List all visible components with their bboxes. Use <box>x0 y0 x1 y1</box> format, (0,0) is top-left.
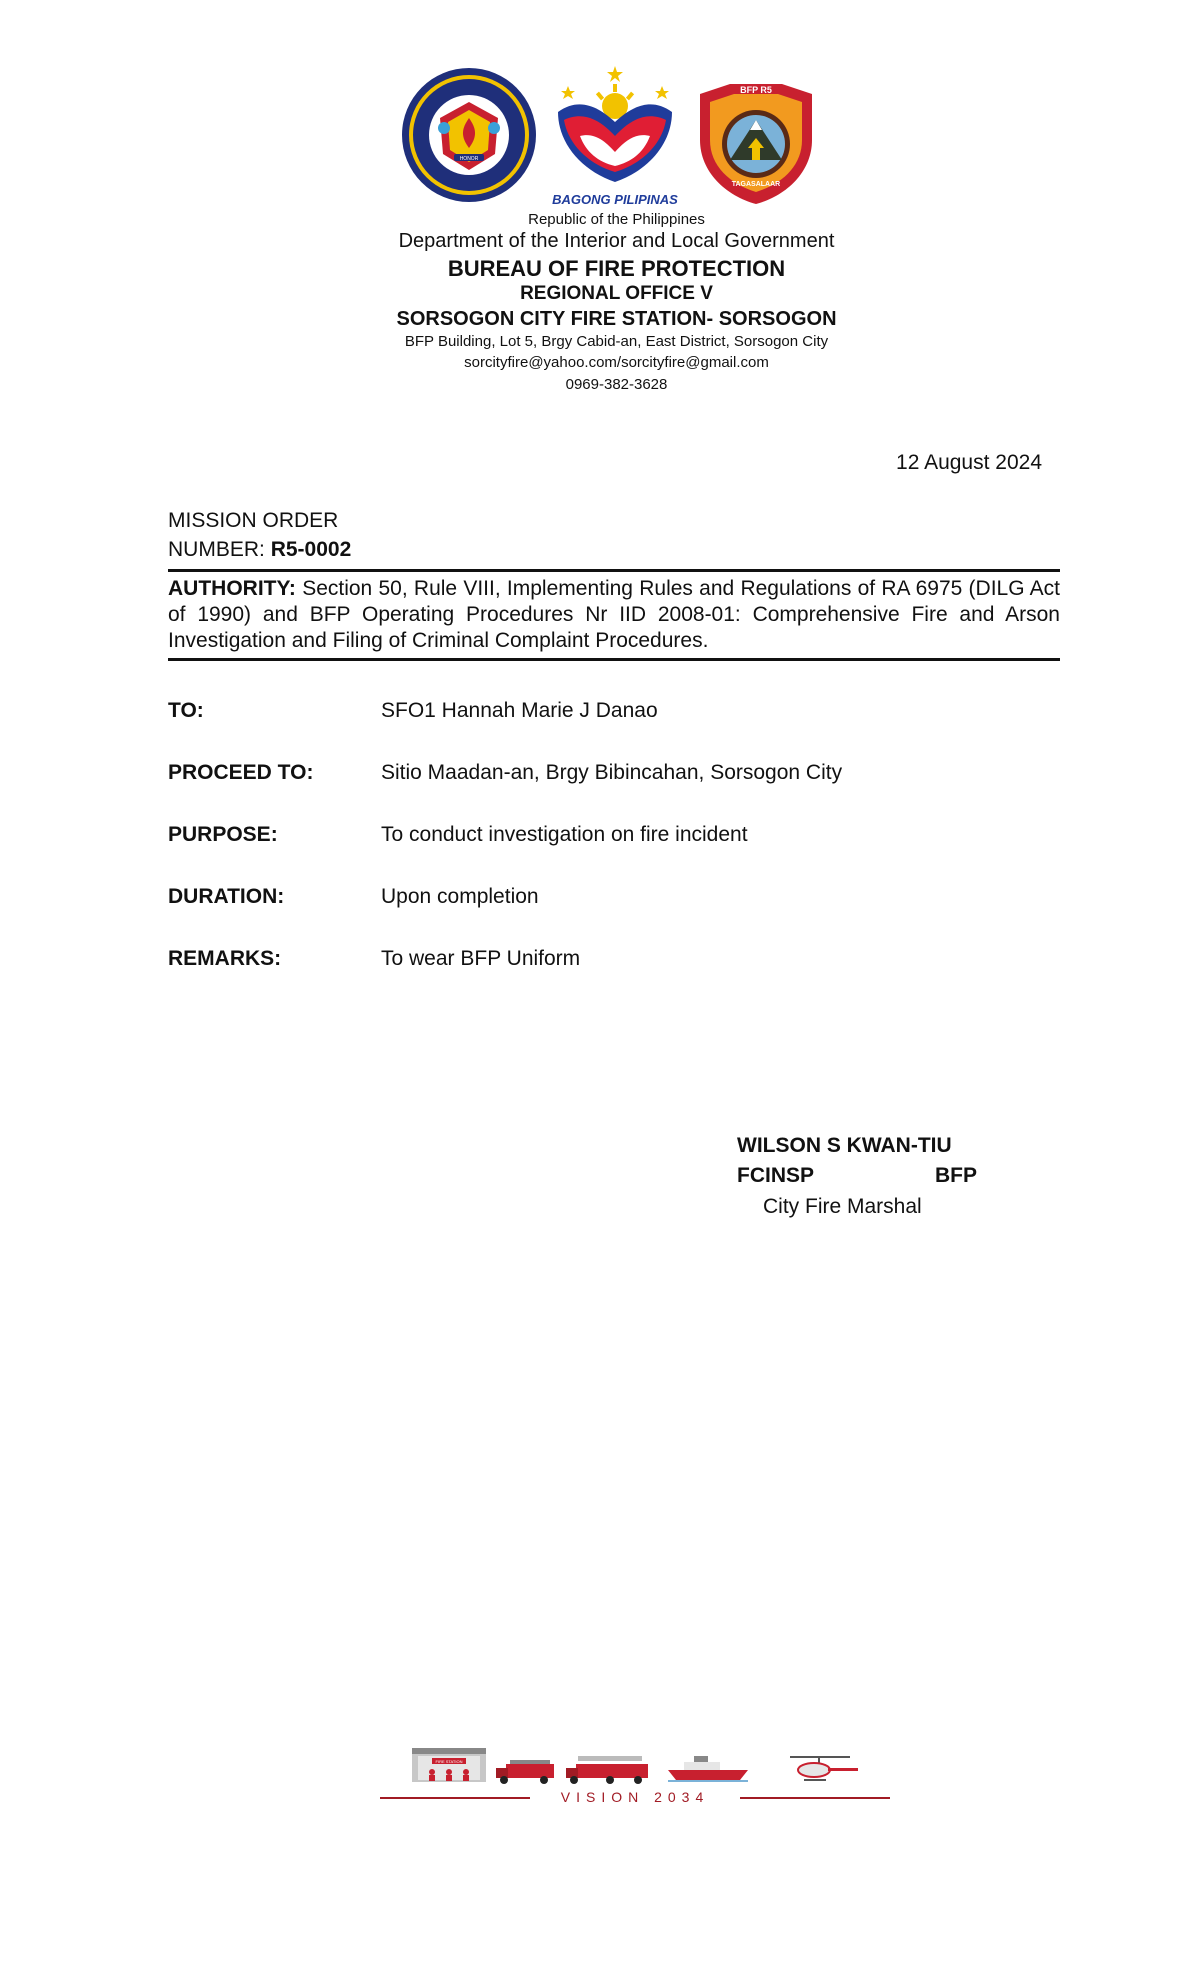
helicopter-icon <box>790 1756 858 1781</box>
vision-label: VISION 2034 <box>560 1789 710 1805</box>
field-label: DURATION: <box>168 885 285 908</box>
authority-text: Section 50, Rule VIII, Implementing Rules and Regulations of RA 6975 (DILG Act of 1990) and BFP Operating Procedures Nr IID 2008-01: Comprehensive Fire and Arson Investigation and Filing of Criminal Complaint Procedures. <box>168 577 1060 652</box>
field-label: PURPOSE: <box>168 823 278 846</box>
mission-order-title: MISSION ORDER <box>168 509 339 532</box>
field-label: PROCEED TO: <box>168 761 314 784</box>
ladder-truck-icon <box>566 1756 648 1784</box>
department-line: Department of the Interior and Local Government <box>398 230 835 252</box>
fire-station-sign: FIRE STATION <box>435 1759 463 1764</box>
bureau-line: BUREAU OF FIRE PROTECTION <box>447 256 786 281</box>
fire-boat-icon <box>668 1756 748 1782</box>
fire-truck-icon <box>496 1760 554 1784</box>
badge-top-label: BFP R5 <box>740 85 772 95</box>
authority-block <box>168 576 1060 654</box>
footer-vision <box>380 1740 890 1810</box>
region-line: REGIONAL OFFICE V <box>520 283 713 304</box>
field-value: SFO1 Hannah Marie J Danao <box>381 699 658 722</box>
rank-left: FCINSP <box>737 1164 815 1187</box>
authority-label: AUTHORITY: <box>168 577 296 600</box>
svg-text:HONOR: HONOR <box>459 156 479 162</box>
bagong-pilipinas-label: BAGONG PILIPINAS <box>552 192 678 207</box>
field-label: REMARKS: <box>168 947 282 970</box>
rank-right: BFP <box>935 1164 977 1187</box>
field-value: To wear BFP Uniform <box>381 947 581 970</box>
authority-top-rule <box>168 569 1060 572</box>
republic-line: Republic of the Philippines <box>528 211 705 228</box>
bfp-seal-icon <box>400 66 538 204</box>
header-logos <box>400 62 830 212</box>
field-label: TO: <box>168 699 204 722</box>
fire-station-icon <box>412 1748 486 1782</box>
bfp-r5-badge-icon <box>690 80 822 206</box>
signatory-name: WILSON S KWAN-TIU <box>737 1134 952 1157</box>
document-date: 12 August 2024 <box>896 451 1042 474</box>
field-value: Sitio Maadan-an, Brgy Bibincahan, Sorsogon City <box>381 761 843 784</box>
address-line: BFP Building, Lot 5, Brgy Cabid-an, East District, Sorsogon City <box>404 333 829 350</box>
station-line: SORSOGON CITY FIRE STATION- SORSOGON <box>396 308 837 330</box>
authority-bottom-rule <box>168 658 1060 661</box>
number-label: NUMBER: <box>168 538 265 561</box>
fire-vehicles-icon <box>380 1740 890 1790</box>
badge-bottom-label: TAGASALAAR <box>731 181 781 188</box>
number-value: R5-0002 <box>270 538 352 561</box>
signatory-title: City Fire Marshal <box>763 1195 922 1218</box>
email-line: sorcityfire@yahoo.com/sorcityfire@gmail.com <box>464 354 769 371</box>
bagong-pilipinas-logo <box>540 62 690 212</box>
mission-order-number <box>168 538 351 562</box>
field-value: Upon completion <box>381 885 539 908</box>
phone-line: 0969-382-3628 <box>565 376 668 393</box>
field-value: To conduct investigation on fire incident <box>381 823 748 846</box>
